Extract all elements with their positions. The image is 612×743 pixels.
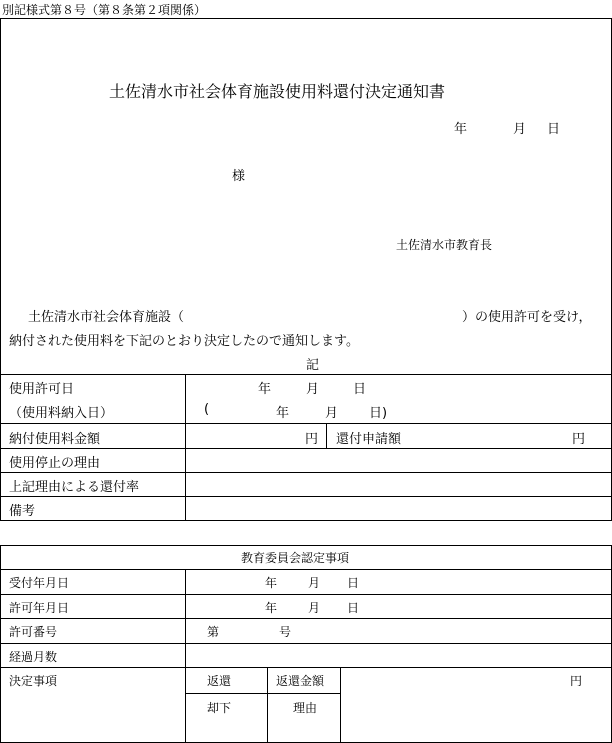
table1-row-divider: [0, 496, 612, 497]
permit-date-year[interactable]: 年: [258, 382, 272, 397]
table2-decision-divider: [185, 693, 340, 694]
table1-row-divider: [0, 472, 612, 473]
refund-rate-label: 上記理由による還付率: [9, 480, 140, 495]
paid-date-open-paren: (: [204, 402, 210, 417]
rejection-option[interactable]: 却下: [207, 701, 232, 715]
received-date-day[interactable]: 日: [347, 576, 360, 590]
date-day: 日: [547, 122, 561, 137]
table2-row-divider: [0, 643, 612, 644]
paid-fee-yen: 円: [305, 432, 319, 447]
body-line2: 納付された使用料を下記のとおり決定したので通知します。: [9, 334, 359, 349]
permitted-date-label: 許可年月日: [9, 601, 70, 615]
table2-col-divider: [267, 667, 268, 743]
table1-top-border: [0, 374, 612, 375]
issuer-name: 土佐清水市教育長: [396, 238, 493, 252]
paid-fee-label: 納付使用料金額: [9, 432, 101, 447]
permit-date-sublabel: （使用料納入日）: [9, 406, 114, 421]
table2-col-divider: [185, 569, 186, 743]
table1-col-divider: [326, 423, 327, 448]
permitted-date-day[interactable]: 日: [347, 601, 360, 615]
table2-row-divider: [0, 618, 612, 619]
received-date-month[interactable]: 月: [308, 576, 321, 590]
table2-row-divider: [0, 667, 612, 668]
received-date-label: 受付年月日: [9, 576, 70, 590]
decision-label: 決定事項: [9, 674, 58, 688]
document-title: 土佐清水市社会体育施設使用料還付決定通知書: [109, 82, 446, 101]
table1-row-divider: [0, 448, 612, 449]
form-number-label: 別記様式第８号（第８条第２項関係）: [2, 3, 207, 17]
table2-row-divider: [0, 569, 612, 570]
refund-request-label: 還付申請額: [336, 432, 402, 447]
paid-date-year[interactable]: 年: [276, 406, 290, 421]
permit-number-label: 許可番号: [9, 625, 58, 639]
permit-date-label: 使用許可日: [9, 382, 75, 397]
received-date-year[interactable]: 年: [265, 576, 278, 590]
table2-row-divider: [0, 594, 612, 595]
permitted-date-year[interactable]: 年: [265, 601, 278, 615]
reason-label: 使用停止の理由: [9, 456, 101, 471]
permit-number-dai: 第: [207, 625, 220, 639]
body-line1-suffix: ）の使用許可を受け，: [462, 310, 592, 325]
permitted-date-month[interactable]: 月: [308, 601, 321, 615]
table2-col-divider: [340, 667, 341, 743]
rejection-reason-label: 理由: [293, 701, 318, 715]
remarks-label: 備考: [9, 504, 36, 519]
refund-option[interactable]: 返還: [207, 674, 232, 688]
date-year: 年: [454, 122, 468, 137]
paid-date-day[interactable]: 日): [369, 406, 388, 421]
refund-amount-yen: 円: [570, 674, 583, 688]
paid-date-month[interactable]: 月: [325, 406, 339, 421]
refund-request-yen: 円: [572, 432, 586, 447]
permit-date-month[interactable]: 月: [306, 382, 320, 397]
permit-date-day[interactable]: 日: [353, 382, 367, 397]
refund-amount-label: 返還金額: [276, 674, 325, 688]
table1-row-divider: [0, 423, 612, 424]
addressee-suffix: 様: [232, 169, 246, 184]
table1-col-divider: [185, 374, 186, 521]
ki-label: 記: [306, 358, 320, 373]
body-line1-prefix: 土佐清水市社会体育施設（: [28, 310, 185, 325]
permit-number-go: 号: [279, 625, 292, 639]
elapsed-months-label: 経過月数: [9, 650, 58, 664]
date-month: 月: [513, 122, 527, 137]
board-section-heading: 教育委員会認定事項: [241, 551, 350, 565]
